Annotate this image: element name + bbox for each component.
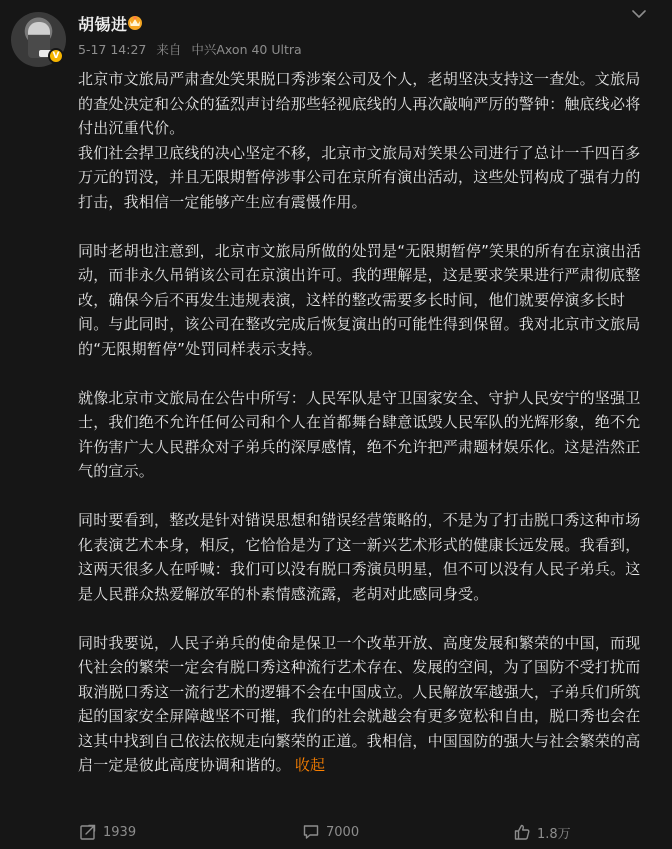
post-content bbox=[78, 67, 654, 778]
crown-icon bbox=[126, 13, 144, 31]
source-prefix: 来自 bbox=[156, 42, 182, 57]
post-paragraph: 北京市文旅局严肃查处笑果脱口秀涉案公司及个人，老胡坚决支持这一查处。文旅局的查处决定和公众的猛烈声讨给那些轻视底线的人再次敲响严厉的警钟：触底线必将付出沉重代价。 bbox=[78, 70, 641, 137]
paragraph-gap bbox=[78, 361, 654, 386]
paragraph-gap bbox=[78, 606, 654, 631]
post-paragraph: 同时要看到，整改是针对错误思想和错误经营策略的，不是为了打击脱口秀这种市场化表演艺术本身，相反，它恰恰是为了这一新兴艺术形式的健康长远发展。我看到，这两天很多人在呼喊：我们可以没有脱口秀演员明星，但不可以没有人民子弟兵。这是人民群众热爱解放军的朴素情感流露，老胡对此感同身受。 bbox=[78, 511, 641, 603]
like-icon bbox=[513, 823, 531, 841]
collapse-link[interactable]: 收起 bbox=[294, 756, 326, 774]
post-paragraph: 就像北京市文旅局在公告中所写：人民军队是守卫国家安全、守护人民安宁的坚强卫士，我们绝不允许任何公司和个人在首都舞台肆意诋毁人民军队的光辉形象，绝不允许伤害广大人民群众对子弟兵的深厚感情，绝不允许把严肃题材娱乐化。这是浩然正气的宣示。 bbox=[78, 388, 641, 480]
post-paragraph: 同时老胡也注意到，北京市文旅局所做的处罚是“无限期暂停”笑果的所有在京演出活动，而非永久吊销该公司在京演出许可。我的理解是，这是要求笑果进行严肃彻底整改，确保今后不再发生违规表演，这样的整改需要多长时间，他们就要停演多长时间。与此同时，该公司在整改完成后恢复演出的可能性得到保留。我对北京市文旅局的“无限期暂停”处罚同样表示支持。 bbox=[78, 241, 642, 358]
like-count: 1.8万 bbox=[537, 826, 571, 842]
more-icon[interactable] bbox=[628, 8, 650, 20]
post-paragraph-last bbox=[78, 631, 654, 778]
post-paragraph-text: 同时我要说，人民子弟兵的使命是保卫一个改革开放、高度发展和繁荣的中国，而现代社会的繁荣一定会有脱口秀这种流行艺术存在、发展的空间，为了国防不受打扰而取消脱口秀这一流行艺术的逻辑不会在中国成立。人民解放军越强大，子弟兵们所筑起的国家安全屏障越坚不可摧，我们的社会就越会有更多宽松和自由，脱口秀也会在这其中找到自己依法依规走向繁荣的正道。我相信，中国国防的强大与社会繁荣的高启一定是彼此高度协调和谐的。 bbox=[78, 633, 641, 774]
post-time[interactable]: 5-17 14:27 bbox=[78, 42, 147, 57]
paragraph-gap bbox=[78, 214, 654, 239]
comment-count: 7000 bbox=[326, 824, 360, 840]
post-meta bbox=[78, 40, 308, 58]
share-count: 1939 bbox=[103, 824, 137, 840]
post-source: 中兴Axon 40 Ultra bbox=[191, 42, 302, 57]
paragraph-gap bbox=[78, 484, 654, 509]
post-paragraph: 我们社会捍卫底线的决心坚定不移，北京市文旅局对笑果公司进行了总计一千四百多万元的罚没，并且无限期暂停涉事公司在京所有演出活动，这些处罚构成了强有力的打击，我相信一定能够产生应有震慑作用。 bbox=[78, 143, 641, 211]
like-button[interactable] bbox=[513, 820, 571, 844]
share-button[interactable] bbox=[79, 820, 136, 844]
verified-badge: V bbox=[48, 48, 64, 64]
comment-button[interactable] bbox=[302, 820, 359, 844]
share-icon bbox=[79, 823, 97, 841]
action-bar bbox=[0, 820, 672, 846]
comment-icon bbox=[302, 823, 320, 841]
username[interactable]: 胡锡进 bbox=[78, 15, 128, 34]
